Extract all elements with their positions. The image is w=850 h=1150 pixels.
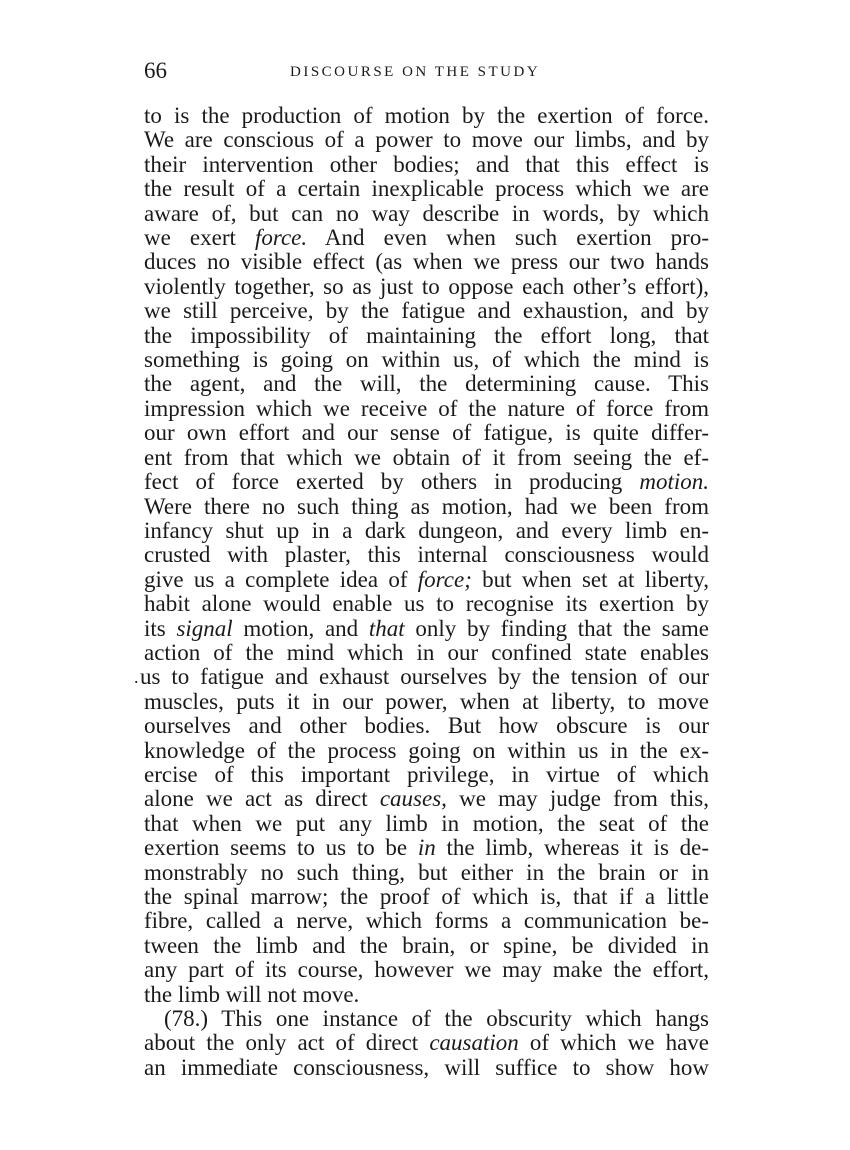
text-segment: We are conscious of a power to move our limbs, and by: [144, 127, 709, 153]
text-line: [144, 275, 709, 299]
text-line: [144, 226, 709, 250]
italic-text: force.: [254, 225, 308, 251]
text-segment: something is going on within us, of which the mind is: [144, 347, 709, 373]
text-segment: tween the limb and the brain, or spine, be divided in: [144, 932, 709, 958]
text-segment: habit alone would enable us to recognise its exertion by: [144, 591, 709, 617]
text-segment: knowledge of the process going on within us in the ex-: [144, 737, 709, 763]
text-line: [144, 690, 709, 714]
text-segment: to is the production of motion by the exertion of force.: [144, 103, 709, 128]
text-segment: crusted with plaster, this internal consciousness would: [144, 542, 709, 568]
italic-text: in: [417, 835, 436, 861]
text-line: [144, 617, 709, 641]
text-segment: muscles, puts it in our power, when at liberty, to move: [144, 688, 709, 714]
text-segment: action of the mind which in our confined state enables: [144, 639, 709, 665]
text-segment: motion, and: [232, 615, 369, 641]
italic-text: motion.: [639, 469, 709, 495]
text-segment: fibre, called a nerve, which forms a communication be-: [144, 908, 709, 934]
text-line: [144, 177, 709, 201]
text-line: [144, 641, 709, 665]
text-segment: And even when such exertion pro-: [307, 225, 709, 251]
text-line: [144, 592, 709, 616]
text-line: [144, 202, 709, 226]
italic-text: causation: [429, 1030, 519, 1056]
text-segment: violently together, so as just to oppose each other’s effort),: [144, 273, 709, 299]
text-line: [144, 299, 709, 323]
text-segment: us to fatigue and exhaust ourselves by the tension of our: [140, 664, 709, 690]
text-line: [144, 372, 709, 396]
text-segment: we still perceive, by the fatigue and exhaustion, and by: [144, 298, 709, 324]
text-segment: of which we have: [518, 1030, 709, 1056]
text-segment: Were there no such thing as motion, had we been from: [144, 493, 709, 519]
text-line: [144, 568, 709, 592]
text-line: [144, 836, 709, 860]
text-segment: the spinal marrow; the proof of which is, that if a little: [144, 884, 709, 909]
text-line: [140, 665, 709, 689]
text-line: [144, 885, 709, 909]
text-segment: duces no visible effect (as when we press our two hands: [144, 249, 709, 275]
text-line: [144, 495, 709, 519]
text-line: [144, 519, 709, 543]
text-line: [144, 1031, 709, 1055]
text-line: [144, 104, 709, 128]
running-head: DISCOURSE ON THE STUDY: [290, 64, 541, 80]
italic-text: signal: [176, 615, 233, 641]
text-segment: fect of force exerted by others in producing: [144, 469, 640, 495]
text-segment: ourselves and other bodies. But how obscure is our: [144, 713, 709, 739]
italic-text: that: [368, 615, 405, 641]
text-segment: ercise of this important privilege, in virtue of which: [144, 761, 709, 787]
text-segment: exertion seems to us to be: [144, 835, 418, 861]
text-segment: impression which we receive of the nature of force from: [144, 395, 709, 421]
text-segment: their intervention other bodies; and that this effect is: [144, 151, 709, 177]
italic-text: causes,: [379, 786, 447, 812]
text-segment: but when set at liberty,: [471, 566, 709, 592]
text-segment: our own effort and our sense of fatigue, is quite differ-: [144, 420, 709, 446]
text-line: [144, 324, 709, 348]
text-line: [144, 153, 709, 177]
text-segment: ent from that which we obtain of it from seeing the ef-: [144, 444, 709, 470]
text-segment: give us a complete idea of: [144, 566, 418, 592]
text-segment: the agent, and the will, the determining cause. This: [144, 371, 709, 397]
text-line: [144, 128, 709, 152]
text-line: [144, 446, 709, 470]
text-segment: we may judge from this,: [446, 786, 709, 812]
text-segment: we exert: [144, 225, 255, 251]
text-segment: the limb will not move.: [144, 981, 360, 1007]
text-segment: its: [144, 615, 177, 641]
page-number: 66: [144, 58, 167, 83]
text-line: [144, 763, 709, 787]
text-line: [144, 348, 709, 372]
text-line: [144, 1007, 709, 1031]
text-segment: the impossibility of maintaining the effort long, that: [144, 322, 709, 348]
text-segment: aware of, but can no way describe in words, by which: [144, 200, 709, 226]
text-line: [144, 812, 709, 836]
text-line: [144, 909, 709, 933]
text-line: [144, 787, 709, 811]
text-line: [144, 250, 709, 274]
text-segment: (78.) This one instance of the obscurity which hangs: [164, 1006, 709, 1032]
text-segment: monstrably no such thing, but either in the brain or in: [144, 859, 709, 885]
text-line: [144, 543, 709, 567]
text-segment: infancy shut up in a dark dungeon, and every limb en-: [144, 517, 709, 543]
text-line: [144, 739, 709, 763]
text-segment: alone we act as direct: [144, 786, 380, 812]
page-header: [144, 58, 709, 88]
text-line: [144, 1056, 709, 1080]
text-segment: about the only act of direct: [144, 1030, 430, 1056]
text-segment: the limb, whereas it is de-: [435, 835, 709, 861]
italic-text: force;: [417, 566, 472, 592]
text-segment: the result of a certain inexplicable process which we are: [144, 176, 709, 202]
text-line: [144, 470, 709, 494]
text-segment: an immediate consciousness, will suffice to show how: [144, 1054, 709, 1080]
text-line: [144, 397, 709, 421]
text-line: [144, 934, 709, 958]
text-line: [144, 958, 709, 982]
text-segment: only by finding that the same: [404, 615, 709, 641]
text-segment: that when we put any limb in motion, the seat of the: [144, 810, 709, 836]
text-line: [144, 714, 709, 738]
text-segment: any part of its course, however we may make the effort,: [144, 957, 709, 983]
text-line: [144, 421, 709, 445]
body-text: [140, 103, 709, 1080]
text-line: [144, 861, 709, 885]
text-line: [144, 983, 709, 1007]
